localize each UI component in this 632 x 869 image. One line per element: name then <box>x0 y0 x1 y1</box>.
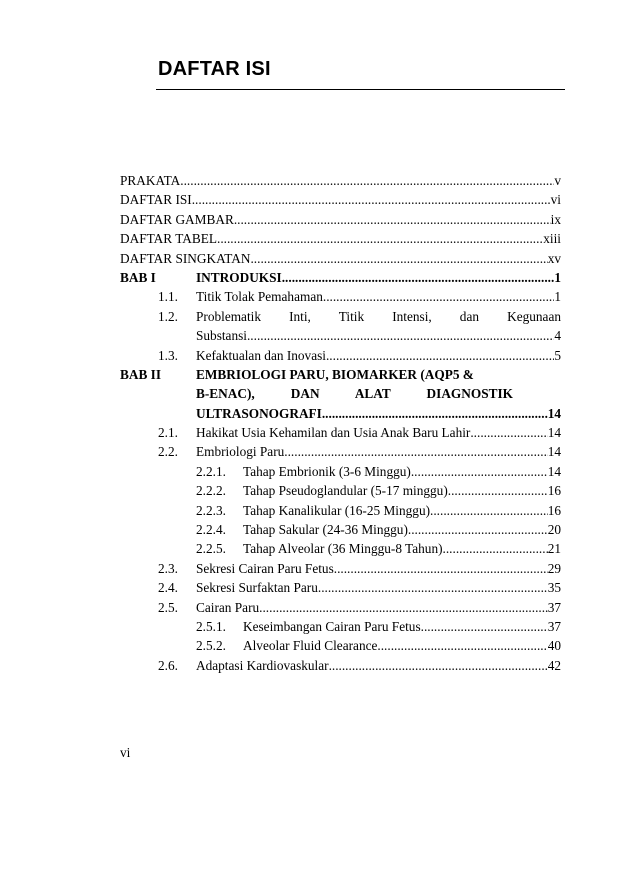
section-title: Sekresi Surfaktan Paru <box>196 580 318 596</box>
subsection-title: Tahap Sakular (24-36 Minggu) <box>243 522 408 538</box>
section-page: 42 <box>547 657 561 673</box>
subsection-number: 2.2.1. <box>196 463 226 479</box>
dot-leader <box>329 656 548 675</box>
chapter-title-line1: EMBRIOLOGI PARU, BIOMARKER (AQP5 & <box>196 366 474 382</box>
section-number: 2.6. <box>158 657 178 673</box>
section-page: 1 <box>554 289 561 305</box>
dot-leader <box>250 249 547 268</box>
subsection-title: Keseimbangan Cairan Paru Fetus <box>243 618 421 634</box>
toc-section-1-1[interactable] <box>120 287 561 306</box>
toc-entry-daftar-isi[interactable] <box>120 190 561 209</box>
toc-chapter-bab-2-cont1[interactable] <box>120 384 561 403</box>
dot-leader <box>323 287 554 306</box>
subsection-number: 2.5.2. <box>196 638 226 654</box>
section-page: 14 <box>547 444 561 460</box>
toc-entry-title: DAFTAR GAMBAR <box>120 211 234 227</box>
toc-entry-title: PRAKATA <box>120 173 181 188</box>
toc-section-2-2[interactable] <box>120 442 561 461</box>
subsection-title: Alveolar Fluid Clearance <box>243 638 378 654</box>
section-title: Sekresi Cairan Paru Fetus <box>196 560 334 576</box>
chapter-number: BAB II <box>120 366 162 382</box>
dot-leader <box>192 190 551 209</box>
toc-section-2-5[interactable] <box>120 598 561 617</box>
chapter-number: BAB I <box>120 269 156 285</box>
toc-section-1-3[interactable] <box>120 346 561 365</box>
dot-leader <box>443 539 548 558</box>
section-title-line1: Problematik Inti, Titik Intensi, dan Kegunaan <box>196 308 561 324</box>
section-number: 1.3. <box>158 347 178 363</box>
dot-leader <box>448 481 548 500</box>
table-of-contents <box>120 171 561 675</box>
dot-leader <box>259 598 548 617</box>
toc-section-2-6[interactable] <box>120 656 561 675</box>
dot-leader <box>377 636 547 655</box>
toc-entry-daftar-singkatan[interactable] <box>120 249 561 268</box>
section-page: 29 <box>547 560 561 576</box>
dot-leader <box>408 520 548 539</box>
toc-section-1-2-cont[interactable] <box>120 326 561 345</box>
subsection-number: 2.2.2. <box>196 483 226 499</box>
subsection-page: 40 <box>547 638 561 654</box>
toc-subsection-2-2-2[interactable] <box>120 481 561 500</box>
toc-entry-prakata[interactable] <box>120 171 561 190</box>
subsection-page: 14 <box>547 463 561 479</box>
subsection-page: 16 <box>547 483 561 499</box>
section-number: 1.1. <box>158 289 178 305</box>
subsection-page: 16 <box>547 502 561 518</box>
dot-leader <box>234 210 551 229</box>
chapter-page: 14 <box>547 405 561 421</box>
dot-leader <box>334 559 548 578</box>
dot-leader <box>430 501 548 520</box>
dot-leader <box>470 423 547 442</box>
chapter-page: 1 <box>554 269 561 285</box>
toc-chapter-bab-2[interactable] <box>120 365 561 384</box>
section-number: 2.5. <box>158 599 178 615</box>
subsection-number: 2.2.5. <box>196 541 226 557</box>
toc-subsection-2-5-2[interactable] <box>120 636 561 655</box>
section-title: Cairan Paru <box>196 599 260 615</box>
toc-entry-page: vi <box>550 192 561 208</box>
subsection-title: Tahap Embrionik (3-6 Minggu) <box>243 463 411 479</box>
toc-subsection-2-2-3[interactable] <box>120 501 561 520</box>
subsection-number: 2.2.4. <box>196 522 226 538</box>
toc-section-2-3[interactable] <box>120 559 561 578</box>
toc-subsection-2-5-1[interactable] <box>120 617 561 636</box>
section-title-line2: Substansi <box>196 328 247 344</box>
toc-entry-title: DAFTAR SINGKATAN <box>120 250 251 266</box>
chapter-title-line3: ULTRASONOGRAFI <box>196 405 322 421</box>
dot-leader <box>411 462 548 481</box>
chapter-title: INTRODUKSI <box>196 269 282 285</box>
page-title: DAFTAR ISI <box>158 58 271 80</box>
toc-section-2-1[interactable] <box>120 423 561 442</box>
section-page: 35 <box>547 580 561 596</box>
toc-chapter-bab-1[interactable] <box>120 268 561 287</box>
toc-entry-page: xiii <box>543 231 561 247</box>
dot-leader <box>318 578 548 597</box>
section-number: 1.2. <box>158 308 178 324</box>
subsection-page: 20 <box>547 522 561 538</box>
toc-entry-page: xv <box>547 250 561 266</box>
toc-entry-page: v <box>554 173 561 188</box>
subsection-title: Tahap Pseudoglandular (5-17 minggu) <box>243 483 448 499</box>
dot-leader <box>326 346 554 365</box>
section-page: 14 <box>547 425 561 441</box>
dot-leader <box>284 442 547 461</box>
toc-entry-title: DAFTAR ISI <box>120 192 192 208</box>
toc-section-1-2[interactable] <box>120 307 561 326</box>
dot-leader <box>247 326 554 345</box>
subsection-number: 2.2.3. <box>196 502 226 518</box>
section-number: 2.1. <box>158 425 178 441</box>
section-title: Embriologi Paru <box>196 444 285 460</box>
subsection-number: 2.5.1. <box>196 618 226 634</box>
section-page: 4 <box>554 328 561 344</box>
toc-entry-title: DAFTAR TABEL <box>120 231 217 247</box>
toc-subsection-2-2-1[interactable] <box>120 462 561 481</box>
dot-leader <box>322 404 548 423</box>
subsection-page: 37 <box>547 618 561 634</box>
toc-entry-page: ix <box>550 211 561 227</box>
toc-entry-daftar-gambar[interactable] <box>120 210 561 229</box>
toc-section-2-4[interactable] <box>120 578 561 597</box>
subsection-title: Tahap Kanalikular (16-25 Minggu) <box>243 502 431 518</box>
section-number: 2.3. <box>158 560 178 576</box>
chapter-title-line2: B-ENAC), DAN ALAT DIAGNOSTIK <box>196 386 513 402</box>
section-page: 5 <box>554 347 561 363</box>
section-page: 37 <box>547 599 561 615</box>
dot-leader <box>282 268 555 287</box>
dot-leader <box>217 229 543 248</box>
toc-subsection-2-2-4[interactable] <box>120 520 561 539</box>
section-title: Titik Tolak Pemahaman <box>196 289 323 305</box>
toc-subsection-2-2-5[interactable] <box>120 539 561 558</box>
dot-leader <box>421 617 548 636</box>
section-title: Adaptasi Kardiovaskular <box>196 657 329 673</box>
title-underline <box>156 89 565 90</box>
toc-chapter-bab-2-cont2[interactable] <box>120 404 561 423</box>
section-number: 2.2. <box>158 444 178 460</box>
page-number: vi <box>120 745 131 760</box>
subsection-page: 21 <box>547 541 561 557</box>
section-title: Kefaktualan dan Inovasi <box>196 347 326 363</box>
section-title: Hakikat Usia Kehamilan dan Usia Anak Baru Lahir <box>196 425 471 441</box>
subsection-title: Tahap Alveolar (36 Minggu-8 Tahun) <box>243 541 443 557</box>
toc-entry-daftar-tabel[interactable] <box>120 229 561 248</box>
section-number: 2.4. <box>158 580 178 596</box>
dot-leader <box>180 171 554 190</box>
